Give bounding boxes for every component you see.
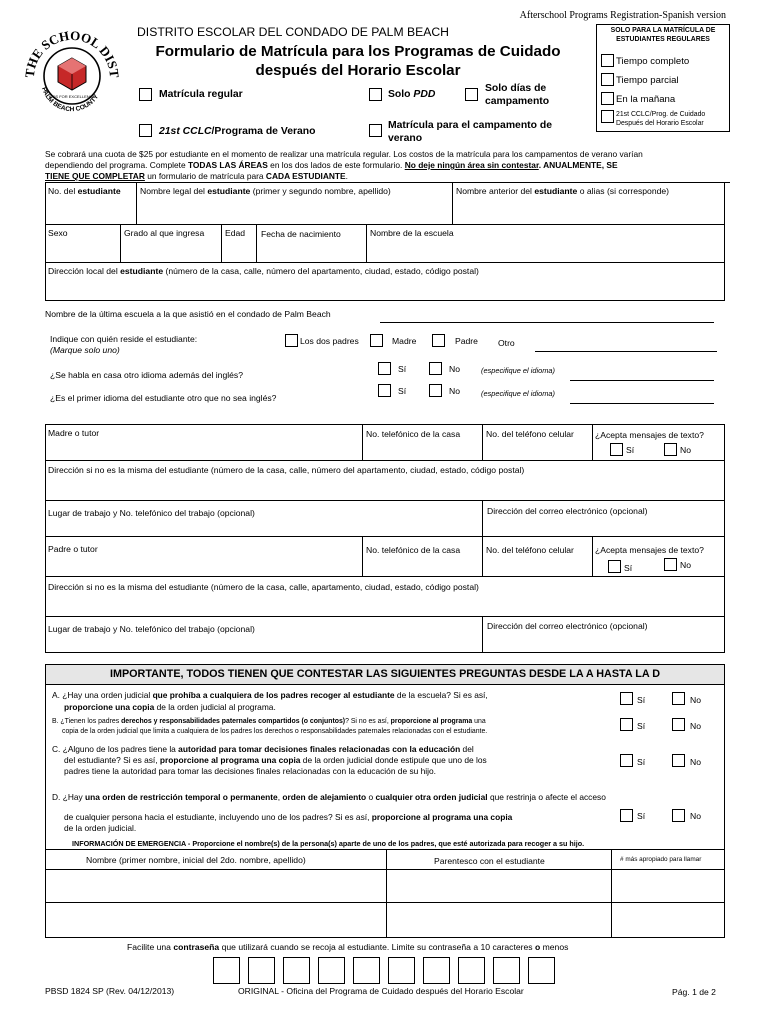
- qd-no-checkbox[interactable]: [672, 809, 685, 822]
- qa-si-checkbox[interactable]: [620, 692, 633, 705]
- emergency-name-header: Nombre (primer nombre, inicial del 2do. nombre, apellido): [86, 855, 306, 865]
- g2-work-label: Lugar de trabajo y No. telefónico del trabajo (opcional): [48, 624, 255, 634]
- q-idioma-casa-label: ¿Se habla en casa otro idioma además del inglés?: [50, 370, 243, 380]
- student-previous-name-label: Nombre anterior del estudiante o alias (si corresponde): [456, 186, 670, 196]
- qa-si-label: Sí: [637, 695, 646, 705]
- form-title: Formulario de Matrícula para los Programas de Cuidado después del Horario Escolar: [155, 43, 561, 79]
- idioma-casa-si-label: Sí: [398, 364, 407, 374]
- idioma-casa-line[interactable]: [570, 380, 714, 381]
- padre-tutor-label: Padre o tutor: [48, 544, 98, 554]
- matricula-regular-checkbox[interactable]: [139, 88, 152, 101]
- regular-box-title: SOLO PARA LA MATRÍCULA DE ESTUDIANTES REGULARES: [610, 27, 716, 43]
- qc-no-checkbox[interactable]: [672, 754, 685, 767]
- password-char-2[interactable]: [248, 957, 275, 984]
- last-school-line[interactable]: [380, 322, 714, 323]
- important-banner-text: IMPORTANTE, TODOS TIENEN QUE CONTESTAR LAS SIGUIENTES PREGUNTAS DESDE LA A HASTA LA D: [109, 668, 661, 680]
- student-address-label: Dirección local del estudiante (número de la casa, calle, número del apartamento, ciudad, estado, código postal): [48, 266, 479, 276]
- g2-texts-no-checkbox[interactable]: [664, 558, 677, 571]
- qb-no-label: No: [690, 721, 701, 731]
- tiempo-completo-label: Tiempo completo: [616, 56, 690, 67]
- otro-label: Otro: [498, 338, 515, 348]
- qd-si-checkbox[interactable]: [620, 809, 633, 822]
- g2-cell-label: No. del teléfono celular: [486, 545, 574, 555]
- solo-pdd-label: Solo PDD: [388, 89, 436, 100]
- password-char-8[interactable]: [458, 957, 485, 984]
- cclc-verano-checkbox[interactable]: [139, 124, 152, 137]
- svg-text:PALM BEACH COUNTY: PALM BEACH COUNTY: [40, 86, 101, 114]
- q-primer-idioma-label: ¿Es el primer idioma del estudiante otro que no sea inglés?: [50, 393, 277, 403]
- qb-no-checkbox[interactable]: [672, 718, 685, 731]
- password-char-5[interactable]: [353, 957, 380, 984]
- question-d: D. ¿Hay una orden de restricción temporal o permanente, orden de alejamiento o cualquier otra orden judicial que restrinja o afecte el acceso: [52, 792, 606, 802]
- password-instructions: Facilite una contraseña que utilizará cuando se recoja al estudiante. Limite su contraseña a 10 caracteres o menos: [127, 942, 569, 952]
- student-number-label: No. del estudiante: [48, 186, 121, 196]
- reside-label: Indique con quién reside el estudiante: (Marque solo uno): [50, 334, 198, 355]
- primer-idioma-no-checkbox[interactable]: [429, 384, 442, 397]
- form-number: PBSD 1824 SP (Rev. 04/12/2013): [45, 986, 175, 996]
- padre-label: Padre: [455, 336, 478, 346]
- qc-no-label: No: [690, 757, 701, 767]
- otro-line[interactable]: [535, 351, 717, 352]
- password-char-6[interactable]: [388, 957, 415, 984]
- intro-paragraph: Se cobrará una cuota de $25 por estudiante en el momento de realizar una matrícula regular. Los costos de la matrícula para los campamentos de verano varían dependiendo del programa. Complete TODAS LAS ÁREAS en los dos lados de este formulario. No deje ningún área sin contestar. ANUALMENTE, SE TIENE QUE COMPLETAR un formulario de matrícula para CADA ESTUDIANTE.: [45, 149, 643, 181]
- cclc-cuidado-label: 21st CCLC/Prog. de Cuidado Después del Horario Escolar: [616, 111, 706, 127]
- emergency-title: INFORMACIÓN DE EMERGENCIA - Proporcione el nombre(s) de la persona(s) aparte de uno de los padres, que esté autorizada para recoger a su hijo.: [72, 839, 585, 848]
- madre-checkbox[interactable]: [370, 334, 383, 347]
- password-char-4[interactable]: [318, 957, 345, 984]
- question-a: A. ¿Hay una orden judicial que prohíba a cualquiera de los padres recoger al estudiante de la escuela? Si es así, proporcione una copia de la orden judicial al programa.: [52, 690, 488, 712]
- primer-idioma-specify-label: (especifique el idioma): [481, 389, 555, 398]
- question-b: B. ¿Tienen los padres derechos y responsabilidades paternales compartidos (o conjuntos)? Si no es así, proporcione al programa una copia de la orden judicial que limita a cualquiera de los padres los derechos o responsabilidades paternales relacionadas con el estudiante.: [52, 718, 488, 735]
- en-la-manana-checkbox[interactable]: [601, 92, 614, 105]
- g2-email-label: Dirección del correo electrónico (opcional): [487, 621, 648, 631]
- los-dos-padres-label: Los dos padres: [300, 336, 359, 346]
- emergency-relation-header: Parentesco con el estudiante: [434, 856, 545, 866]
- padre-checkbox[interactable]: [432, 334, 445, 347]
- primer-idioma-si-checkbox[interactable]: [378, 384, 391, 397]
- g1-email-label: Dirección del correo electrónico (opcional): [487, 506, 648, 516]
- g1-address-label: Dirección si no es la misma del estudiante (número de la casa, calle, número del apartamento, ciudad, estado, código postal): [48, 465, 525, 475]
- qb-si-label: Sí: [637, 721, 646, 731]
- last-school-label: Nombre de la última escuela a la que asistió en el condado de Palm Beach: [45, 309, 331, 319]
- campamento-checkbox[interactable]: [369, 124, 382, 137]
- tiempo-completo-checkbox[interactable]: [601, 54, 614, 67]
- madre-label: Madre: [392, 336, 417, 346]
- qa-no-label: No: [690, 695, 701, 705]
- g1-texts-si-checkbox[interactable]: [610, 443, 623, 456]
- primer-idioma-si-label: Sí: [398, 386, 407, 396]
- tiempo-parcial-label: Tiempo parcial: [616, 75, 679, 86]
- qa-no-checkbox[interactable]: [672, 692, 685, 705]
- g1-texts-si-label: Sí: [626, 445, 635, 455]
- g2-texts-label: ¿Acepta mensajes de texto?: [595, 545, 704, 555]
- question-c: C. ¿Alguno de los padres tiene la autoridad para tomar decisiones finales relacionadas con la educación del del estudiante? Si es así, proporcione al programa una copia de la orden judicial donde estipule que uno de los padres tiene la autoridad para tomar las decisiones finales relacionadas con la educación de su hijo.: [52, 744, 487, 776]
- qd-si-label: Sí: [637, 811, 646, 821]
- cclc-verano-label: 21st CCLC/Programa de Verano: [159, 126, 316, 137]
- g2-texts-si-label: Sí: [624, 563, 633, 573]
- g1-texts-label: ¿Acepta mensajes de texto?: [595, 430, 704, 440]
- cclc-cuidado-checkbox[interactable]: [601, 110, 614, 123]
- district-name: DISTRITO ESCOLAR DEL CONDADO DE PALM BEACH: [137, 25, 449, 39]
- matricula-regular-label: Matrícula regular: [159, 89, 243, 100]
- g1-cell-label: No. del teléfono celular: [486, 429, 574, 439]
- solo-pdd-checkbox[interactable]: [369, 88, 382, 101]
- password-char-10[interactable]: [528, 957, 555, 984]
- g2-texts-no-label: No: [680, 560, 691, 570]
- idioma-casa-no-checkbox[interactable]: [429, 362, 442, 375]
- question-d-cont: de cualquier persona hacia el estudiante, incluyendo uno de los padres? Si es así, proporcione al programa una copia de la orden judicial.: [64, 812, 513, 833]
- nombre-escuela-label: Nombre de la escuela: [370, 228, 454, 238]
- qb-si-checkbox[interactable]: [620, 718, 633, 731]
- idioma-casa-si-checkbox[interactable]: [378, 362, 391, 375]
- svg-text:KIDS FOR EXCELLENCE: KIDS FOR EXCELLENCE: [48, 94, 96, 99]
- footer-original: ORIGINAL - Oficina del Programa de Cuidado después del Horario Escolar: [238, 986, 524, 996]
- g1-texts-no-label: No: [680, 445, 691, 455]
- student-legal-name-label: Nombre legal del estudiante (primer y segundo nombre, apellido): [140, 186, 391, 196]
- password-char-7[interactable]: [423, 957, 450, 984]
- g2-texts-si-checkbox[interactable]: [608, 560, 621, 573]
- g1-work-label: Lugar de trabajo y No. telefónico del trabajo (opcional): [48, 508, 255, 518]
- campamento-label: Matrícula para el campamento de verano: [388, 120, 552, 144]
- qc-si-checkbox[interactable]: [620, 754, 633, 767]
- password-char-9[interactable]: [493, 957, 520, 984]
- g1-phone-label: No. telefónico de la casa: [366, 429, 461, 439]
- page-number: Pág. 1 de 2: [672, 987, 716, 997]
- fecha-nacimiento-label: Fecha de nacimiento: [261, 229, 341, 239]
- emergency-phone-header: # más apropiado para llamar: [620, 856, 702, 863]
- madre-tutor-label: Madre o tutor: [48, 428, 100, 438]
- password-char-1[interactable]: [213, 957, 240, 984]
- solo-dias-checkbox[interactable]: [465, 88, 478, 101]
- idioma-casa-specify-label: (especifique el idioma): [481, 366, 555, 375]
- district-logo: [20, 22, 124, 126]
- en-la-manana-label: En la mañana: [616, 94, 676, 105]
- sexo-label: Sexo: [48, 228, 68, 238]
- primer-idioma-line[interactable]: [570, 403, 714, 404]
- primer-idioma-no-label: No: [449, 386, 460, 396]
- grado-label: Grado al que ingresa: [124, 228, 205, 238]
- los-dos-padres-checkbox[interactable]: [285, 334, 298, 347]
- idioma-casa-no-label: No: [449, 364, 460, 374]
- g1-texts-no-checkbox[interactable]: [664, 443, 677, 456]
- qc-si-label: Sí: [637, 757, 646, 767]
- tiempo-parcial-checkbox[interactable]: [601, 73, 614, 86]
- edad-label: Edad: [225, 228, 246, 238]
- password-char-3[interactable]: [283, 957, 310, 984]
- form-version: Afterschool Programs Registration-Spanish version: [519, 10, 726, 21]
- g2-address-label: Dirección si no es la misma del estudiante (número de la casa, calle, apartamento, ciudad, estado, código postal): [48, 582, 479, 592]
- g2-phone-label: No. telefónico de la casa: [366, 545, 461, 555]
- qd-no-label: No: [690, 811, 701, 821]
- solo-dias-label: Solo días de campamento: [485, 83, 550, 107]
- svg-text:THE SCHOOL DISTRICT: THE SCHOOL DIST: [21, 27, 123, 79]
